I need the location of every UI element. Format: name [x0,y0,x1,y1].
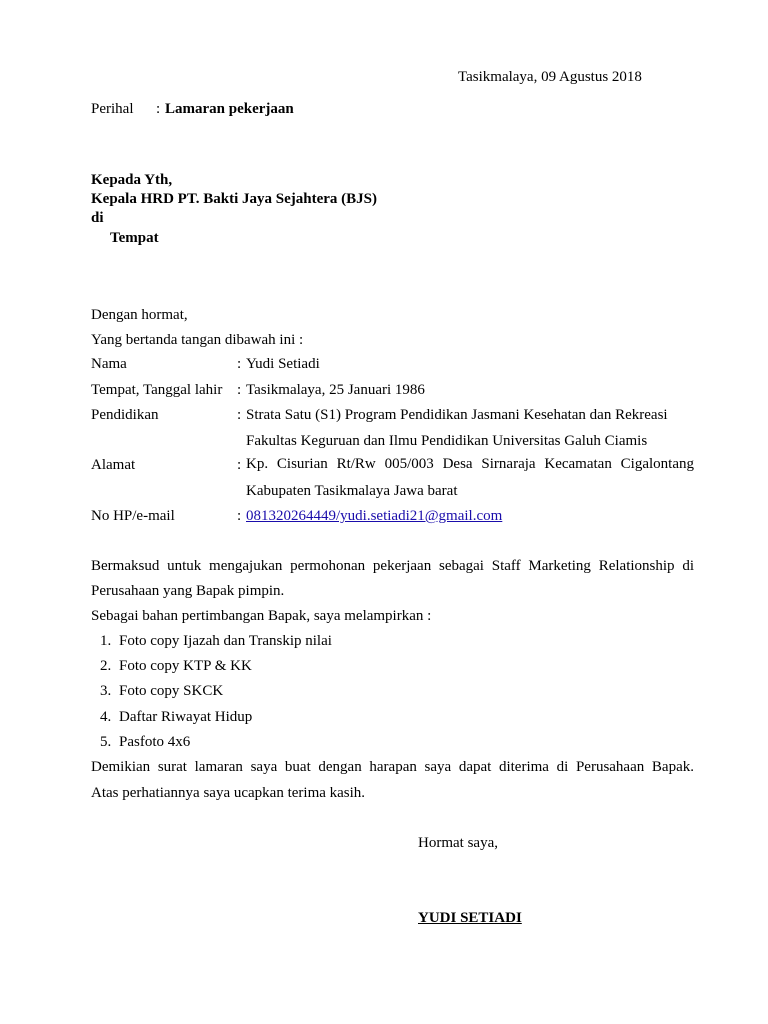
field-value-nama: Yudi Setiadi [246,356,320,372]
subject-colon: : [156,101,161,117]
field-colon: : [237,457,242,473]
field-colon: : [237,508,242,524]
list-item: Foto copy SKCK [119,683,224,699]
signer-name: YUDI SETIADI [418,910,522,926]
closing-line-2: Atas perhatiannya saya ucapkan terima kasih. [91,785,366,801]
attachments-intro: Sebagai bahan pertimbangan Bapak, saya melampirkan : [91,608,432,624]
list-item-number: 3. [100,683,112,699]
field-label-nama: Nama [91,356,127,372]
intro-line: Yang bertanda tangan dibawah ini : [91,332,304,348]
list-item: Pasfoto 4x6 [119,734,191,750]
subject-value: Lamaran pekerjaan [165,101,294,117]
email-link[interactable]: 081320264449/yudi.setiadi21@gmail.com [246,508,503,524]
recipient-line-1: Kepada Yth, [91,172,173,188]
body-paragraph-line-1: Bermaksud untuk mengajukan permohonan pekerjaan sebagai Staff Marketing Relationship di [91,558,694,574]
field-value-alamat-2: Kabupaten Tasikmalaya Jawa barat [246,483,458,499]
greeting: Dengan hormat, [91,307,188,323]
field-label-hp-email: No HP/e-mail [91,508,175,524]
body-paragraph-line-2: Perusahaan yang Bapak pimpin. [91,583,285,599]
place-date: Tasikmalaya, 09 Agustus 2018 [458,69,642,85]
list-item-number: 2. [100,658,112,674]
list-item: Daftar Riwayat Hidup [119,709,253,725]
list-item-number: 4. [100,709,112,725]
recipient-line-3: di [91,210,104,226]
list-item: Foto copy Ijazah dan Transkip nilai [119,633,332,649]
list-item-number: 1. [100,633,112,649]
field-label-alamat: Alamat [91,457,136,473]
field-value-pendidikan-1: Strata Satu (S1) Program Pendidikan Jasmani Kesehatan dan Rekreasi [246,407,668,423]
list-item: Foto copy KTP & KK [119,658,252,674]
recipient-line-2: Kepala HRD PT. Bakti Jaya Sejahtera (BJS) [91,191,377,207]
field-colon: : [237,382,242,398]
field-colon: : [237,356,242,372]
recipient-line-4: Tempat [110,230,159,246]
closing-line-1: Demikian surat lamaran saya buat dengan harapan saya dapat diterima di Perusahaan Bapak. [91,759,694,775]
sign-off: Hormat saya, [418,835,498,851]
list-item-number: 5. [100,734,112,750]
field-value-ttl: Tasikmalaya, 25 Januari 1986 [246,382,425,398]
field-colon: : [237,407,242,423]
subject-label: Perihal [91,101,134,117]
field-label-pendidikan: Pendidikan [91,407,159,423]
field-value-pendidikan-2: Fakultas Keguruan dan Ilmu Pendidikan Universitas Galuh Ciamis [246,433,648,449]
field-value-alamat-1: Kp. Cisurian Rt/Rw 005/003 Desa Sirnaraja Kecamatan Cigalontang [246,456,694,472]
field-label-ttl: Tempat, Tanggal lahir [91,382,223,398]
